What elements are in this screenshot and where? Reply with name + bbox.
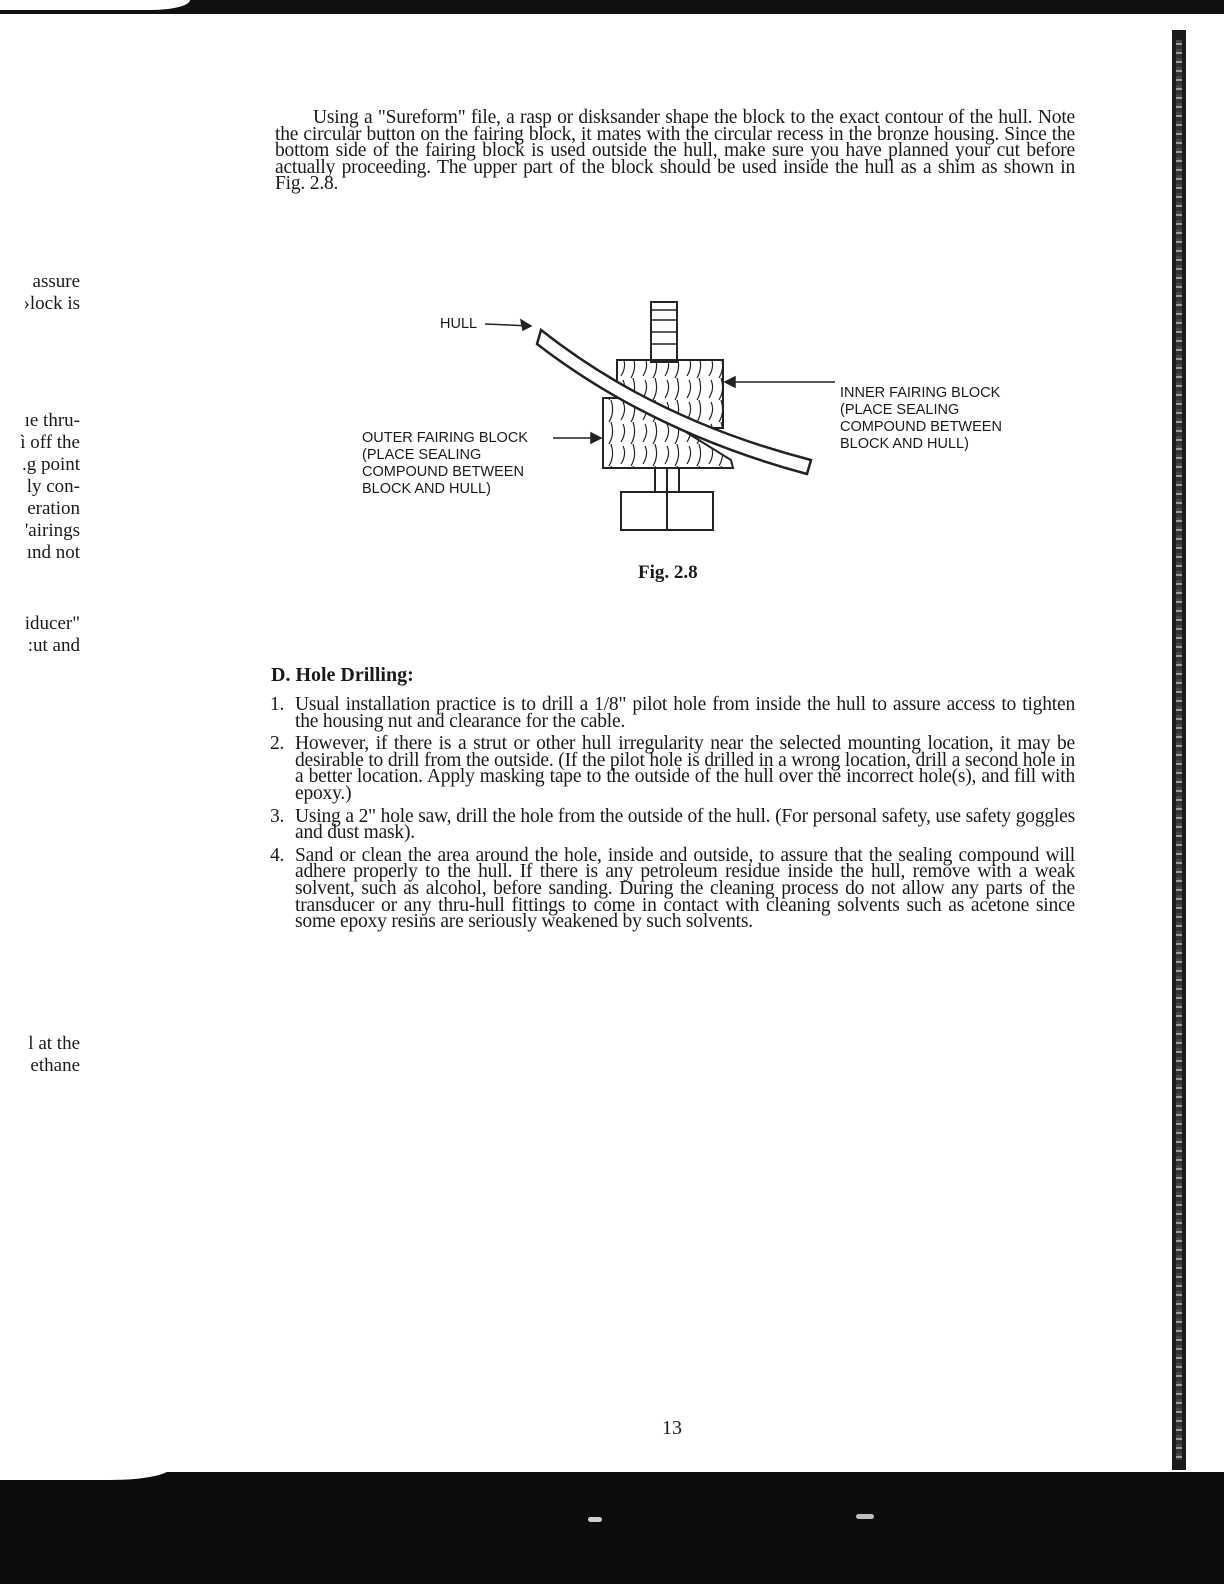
inner-fairing-block-label: INNER FAIRING BLOCK (PLACE SEALING COMPOUND BETWEEN BLOCK AND HULL): [840, 385, 1002, 452]
list-item: [270, 694, 1075, 732]
scan-right-border-texture: [1176, 40, 1182, 1460]
scan-speck: [588, 1517, 602, 1522]
hole-drilling-steps: [270, 694, 1075, 937]
step-number: 2.: [270, 733, 285, 755]
scan-top-border-fade: [0, 0, 190, 10]
left-margin-fragment: ıe thru- ì off the .g point ly con- eration 'airings ınd not: [20, 410, 80, 563]
step-number: 4.: [270, 844, 285, 866]
list-item: [270, 844, 1075, 933]
scan-speck: [856, 1514, 874, 1519]
step-text: Sand or clean the area around the hole, inside and outside, to assure that the sealing compound will adhere properly to the hull. If there is any petroleum residue inside the hull, remove with a weak solvent, such as alcohol, before sanding. During the cleaning process do not allow any parts of the transducer or any thru-hull fittings to come in contact with cleaning solvents such as acetone since some epoxy resins are seriously weakened by such solvents.: [295, 844, 1075, 933]
list-item: [270, 805, 1075, 844]
section-heading: D. Hole Drilling:: [271, 664, 414, 686]
left-margin-fragment: l at the ethane: [28, 1033, 80, 1076]
transducer-housing: [621, 468, 713, 530]
bolt-thread: [651, 302, 677, 362]
step-text: Usual installation practice is to drill a 1/8" pilot hole from inside the hull to assure access to tighten the housing nut and clearance for the cable.: [295, 694, 1075, 732]
hull-label: HULL: [440, 316, 478, 332]
step-number: 3.: [270, 805, 285, 827]
intro-paragraph: Using a "Sureform" file, a rasp or disksander shape the block to the exact contour of the hull. Note the circular button on the fairing block, it mates with the circular recess in the bronze housing. Since the bottom side of the fairing block is used outside the hull, make sure you have planned your cut before actually proceeding. The upper part of the block should be used inside the hull as a shim as shown in Fig. 2.8.: [275, 107, 1075, 194]
figure-caption: Fig. 2.8: [638, 562, 698, 583]
intro-paragraph-block: [275, 107, 1075, 194]
list-item: [270, 733, 1075, 804]
outer-fairing-block-label: OUTER FAIRING BLOCK (PLACE SEALING COMPOUND BETWEEN BLOCK AND HULL): [362, 430, 528, 497]
step-text: Using a 2" hole saw, drill the hole from the outside of the hull. (For personal safety, use safety goggles and dust mask).: [295, 805, 1075, 844]
scan-bottom-border: [0, 1472, 1224, 1584]
page-number: 13: [662, 1417, 682, 1439]
left-margin-fragment: iducer" :ut and: [24, 613, 80, 656]
left-margin-fragment: assure ›lock is: [23, 271, 80, 314]
step-text: However, if there is a strut or other hull irregularity near the selected mounting location, it may be desirable to drill from the outside. (If the pilot hole is drilled in a wrong location, drill a second hole in a better location. Apply masking tape to the outside of the hull over the incorrect hole(s), and fill with epoxy.): [295, 733, 1075, 804]
step-number: 1.: [270, 694, 285, 715]
